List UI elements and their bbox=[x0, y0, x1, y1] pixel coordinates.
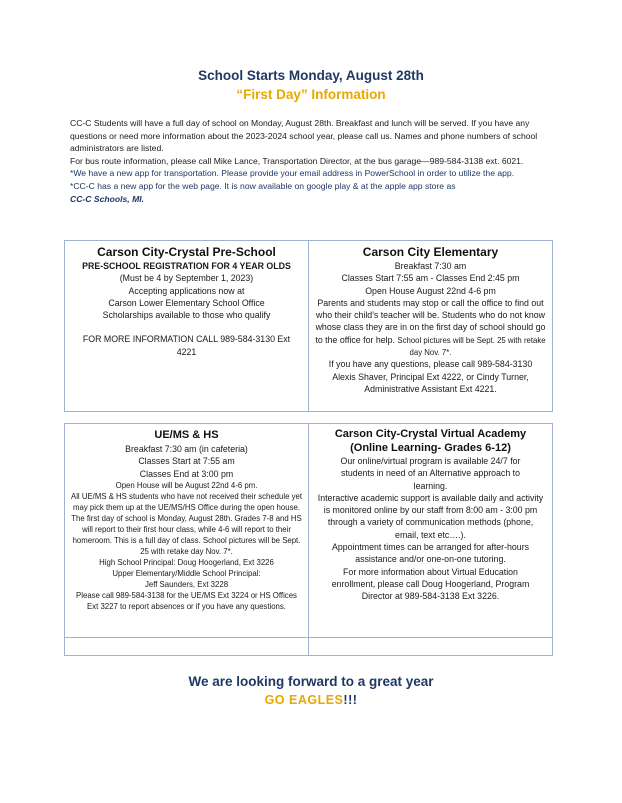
elementary-line: Breakfast 7:30 am bbox=[394, 261, 467, 271]
intro-section bbox=[70, 117, 556, 205]
app-name: CC-C Schools, MI. bbox=[70, 193, 145, 204]
eagles-text: EAGLES bbox=[289, 693, 344, 707]
go-text: GO bbox=[264, 693, 289, 707]
virtual-paragraph: For more information about Virtual Education enrollment, please call Doug Hoogerland, Program Director at 989-584-3138 Ext 3226. bbox=[331, 566, 530, 602]
page-title: School Starts Monday, August 28th bbox=[198, 68, 424, 83]
elementary-pictures: School pictures will be Sept. 25 with retake day Nov. 7*. bbox=[397, 335, 546, 358]
virtual-cell bbox=[309, 424, 552, 655]
elementary-contact: If you have any questions, please call 989-584-3130 Alexis Shaver, Principal Ext 4222, or Cindy Turner, Administrative Assistant Ext 4221. bbox=[328, 359, 533, 394]
table-divider bbox=[308, 638, 309, 655]
page-subtitle: “First Day” Information bbox=[236, 87, 386, 102]
uems-heading: UE/MS & HS bbox=[154, 429, 219, 441]
bus-info: For bus route information, please call Mike Lance, Transportation Director, at the bus garage—989-584-3138 ext. 6021. bbox=[70, 155, 524, 166]
elementary-line: Open House August 22nd 4-6 pm bbox=[365, 285, 496, 296]
table-empty-row bbox=[65, 637, 552, 655]
transport-app-note: *We have a new app for transportation. Please provide your email address in PowerSchool in order to utilize the app. bbox=[70, 168, 515, 179]
preschool-line: Scholarships available to those who qualify bbox=[102, 310, 271, 321]
preschool-line: (Must be 4 by September 1, 2023) bbox=[119, 273, 254, 284]
schools-table-top bbox=[64, 240, 553, 412]
web-app-text: *CC-C has a new app for the web page. It is now available on google play & at the apple app store as bbox=[70, 180, 456, 191]
virtual-paragraph: Appointment times can be arranged for after-hours assistance and/or one-on-one tutoring. bbox=[331, 542, 530, 565]
go-eagles bbox=[0, 693, 622, 707]
elementary-line: Classes Start 7:55 am - Classes End 2:45 pm bbox=[341, 273, 520, 284]
intro-paragraph: CC-C Students will have a full day of school on Monday, August 28th. Breakfast and lunch will be served. If you have any questions or need more information about the 2023-2024 school year, please call us. Names and phone numbers of school administrators are listed. bbox=[70, 118, 538, 154]
uems-small-line: Upper Elementary/Middle School Principal: bbox=[112, 568, 261, 578]
uems-small-line: The first day of school is Monday, August 28th. Grades 7-8 and HS will report to their first hour class, while 4-6 will report to their homeroom. This is a full day of class. School pictures will be Sept. 25 with retake day Nov. 7*. bbox=[71, 513, 302, 556]
uems-line: Classes Start at 7:55 am bbox=[138, 456, 235, 467]
uems-line: Classes End at 3:00 pm bbox=[139, 468, 234, 479]
web-app-note bbox=[70, 180, 556, 205]
uems-small-line: All UE/MS & HS students who have not received their schedule yet may pick them up at the UE/MS/HS Office during the open house. bbox=[71, 491, 302, 512]
uems-small-line: Jeff Saunders, Ext 3228 bbox=[144, 579, 229, 589]
exclamation-text: !!! bbox=[343, 693, 358, 707]
virtual-paragraph: Interactive academic support is available daily and activity is monitored online by our staff from 8:00 am - 3:00 pm through a variety of communication methods (phone, email, text etc….). bbox=[317, 492, 544, 540]
uems-small-line: Open House will be August 22nd 4-6 pm. bbox=[115, 480, 258, 490]
virtual-heading: Carson City-Crystal Virtual Academy bbox=[334, 428, 527, 440]
preschool-line: Carson Lower Elementary School Office bbox=[108, 297, 265, 308]
preschool-subheading: PRE-SCHOOL REGISTRATION FOR 4 YEAR OLDS bbox=[82, 261, 291, 271]
uems-small-line: High School Principal: Doug Hoogerland, Ext 3226 bbox=[99, 557, 274, 567]
preschool-line: Accepting applications now at bbox=[128, 285, 245, 296]
elementary-heading: Carson City Elementary bbox=[362, 245, 499, 259]
preschool-heading: Carson City-Crystal Pre-School bbox=[97, 245, 276, 259]
virtual-subheading: (Online Learning- Grades 6-12) bbox=[350, 441, 511, 454]
elementary-body-text: Parents and students may stop or call the office to find out who their child's teacher will be. Students who do not know whose class they are in on the first day of school should go to the office for help. bbox=[315, 297, 546, 345]
schools-table-bottom bbox=[64, 423, 553, 656]
uems-small-line: Please call 989-584-3138 for the UE/MS Ext 3224 or HS Offices Ext 3227 to report absences or if you have any questions. bbox=[76, 590, 297, 611]
preschool-cell bbox=[65, 241, 309, 411]
virtual-paragraph: Our online/virtual program is available 24/7 for students in need of an Alternative approach to learning. bbox=[340, 456, 521, 491]
elementary-body bbox=[309, 297, 552, 358]
uems-cell bbox=[65, 424, 309, 655]
uems-line: Breakfast 7:30 am (in cafeteria) bbox=[125, 444, 248, 454]
closing-message: We are looking forward to a great year bbox=[188, 674, 434, 689]
preschool-contact: FOR MORE INFORMATION CALL 989-584-3130 Ext 4221 bbox=[82, 334, 291, 357]
elementary-cell bbox=[309, 241, 552, 411]
